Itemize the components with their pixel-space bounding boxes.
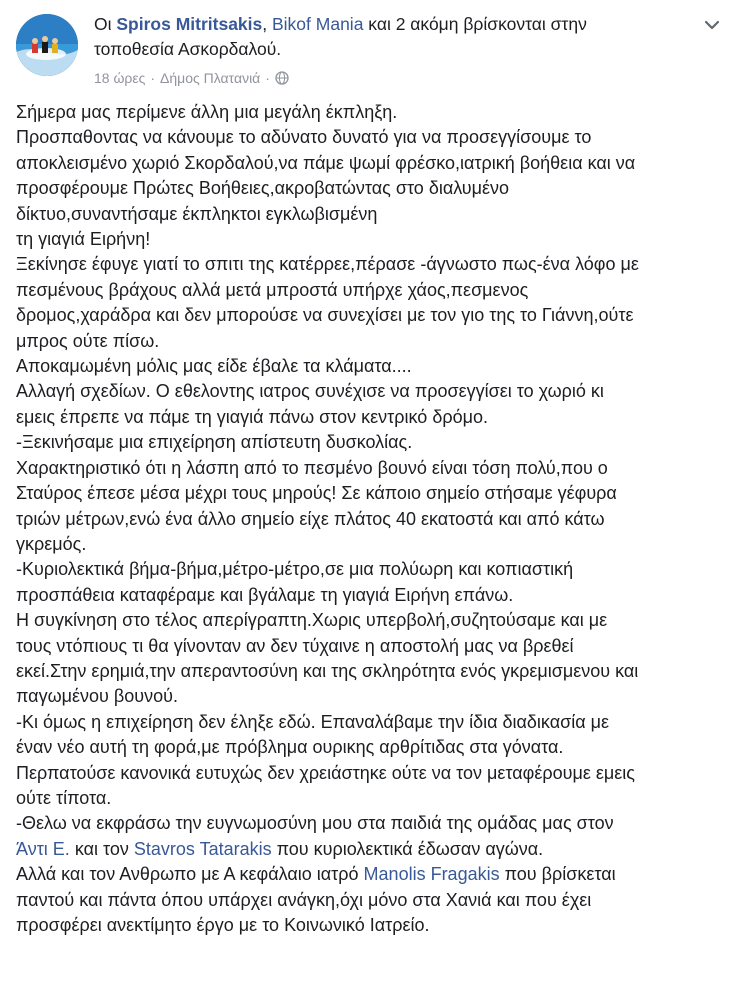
post-place[interactable]: Δήμος Πλατανιά — [160, 70, 261, 86]
post-line: προσφέρει ανεκτίμητο έργο με το Κοινωνικό Ιατρείο. — [16, 915, 430, 935]
post-line: δίκτυο,συναντήσαμε έκπληκτοι εγκλωβισμένη — [16, 203, 378, 224]
post-meta — [94, 70, 694, 86]
post-line: εμεις έπρεπε να πάμε τη γιαγιά πάνω στον κεντρικό δρόμο. — [16, 406, 488, 427]
post-line: Σήμερα μας περίμενε άλλη μια μεγάλη έκπληξη. — [16, 102, 398, 122]
post-line: τη γιαγιά Ειρήνη! — [16, 229, 151, 250]
post-line: Αποκαμωμένη μόλις μας είδε έβαλε τα κλάματα.... — [16, 356, 412, 377]
post-time[interactable]: 18 ώρες — [94, 70, 146, 86]
post-line: ούτε τίποτα. — [16, 787, 112, 808]
post-line: προσφέρουμε Πρώτες Βοήθειες,ακροβατώντας στο διαλυμένο — [16, 178, 510, 199]
post-line: Η συγκίνηση στο τέλος απερίγραπτη.Χωρις υπερβολή,συζητούσαμε και με — [16, 610, 608, 631]
mention-line-1 — [16, 837, 728, 862]
mention-anti-e[interactable]: Άντι Ε. — [16, 838, 70, 859]
header-line2-end: . — [276, 39, 282, 59]
mention-manolis-fragakis[interactable]: Manolis Fragakis — [363, 864, 500, 885]
post-line: -Κι όμως η επιχείρηση δεν έληξε εδώ. Επαναλάβαμε την ίδια διαδικασία με — [16, 711, 610, 732]
meta-dot-2: · — [265, 70, 270, 86]
post-line: -Ξεκινήσαμε μια επιχείρηση απίστευτη δυσκολίας. — [16, 432, 413, 453]
mention-line-2 — [16, 862, 728, 887]
avatar[interactable] — [16, 14, 78, 76]
post-line: πεσμένους βράχους αλλά μετά μπροστά υπήρχε χάος,πεσμενος — [16, 279, 529, 300]
post-line: Χαρακτηριστικό ότι η λάσπη από το πεσμένο βουνό είναι τόση πολύ,που ο — [16, 457, 608, 478]
post-line: μπρος ούτε πίσω. — [16, 330, 160, 351]
globe-icon[interactable] — [275, 71, 289, 85]
post-line: Περπατούσε κανονικά ευτυχώς δεν χρειάστηκε ούτε να τον μεταφέρουμε εμεις — [16, 762, 635, 783]
post-line: -Κυριολεκτικά βήμα-βήμα,μέτρο-μέτρο,σε μια πολύωρη και κοπιαστική — [16, 559, 574, 580]
post-line: παντού και πάντα όπου υπάρχει ανάγκη,όχι μόνο στα Χανιά και που έχει — [16, 889, 592, 910]
post-body — [16, 100, 728, 938]
avatar-image — [16, 14, 78, 76]
header-prefix: Οι — [94, 14, 117, 34]
post-line: εκεί.Στην ερημιά,την απεραντοσύνη και της σκληρότητα ενός γκρεμισμενου και — [16, 660, 639, 681]
post-line: προσπάθεια καταφέραμε και βγάλαμε τη γιαγιά Ειρήνη επάνω. — [16, 584, 514, 605]
meta-dot: · — [150, 70, 156, 86]
location-link[interactable]: Ασκορδαλού — [177, 39, 277, 59]
post-line: Προσπαθοντας να κάνουμε το αδύνατο δυνατό για να προσεγγίσουμε το — [16, 127, 592, 148]
post-line: Ξεκίνησε έφυγε γιατί το σπιτι της κατέρρεε,πέρασε -άγνωστο πως-ένα λόφο με — [16, 254, 639, 275]
tagged-link[interactable]: Bikof Mania — [272, 14, 364, 34]
post-line: -Θελω να εκφράσω την ευγνωμοσύνη μου στα παιδιά της ομάδας μας στον — [16, 813, 614, 834]
mention-stavros-tatarakis[interactable]: Stavros Tatarakis — [133, 838, 272, 859]
post-line: γκρεμός. — [16, 533, 87, 554]
post-line: δρομος,χαράδρα και δεν μπορούσε να συνεχίσει με τον γιο της το Γιάννη,ούτε — [16, 305, 634, 326]
mention-mid-text: και τον — [69, 838, 134, 859]
post-line: Αλλαγή σχεδίων. Ο εθελοντης ιατρος συνέχισε να προσεγγίσει το χωριό κι — [16, 381, 604, 402]
post-header — [12, 10, 723, 90]
post-line: παγωμένου βουνού. — [16, 686, 178, 707]
author-link[interactable]: Spiros Mitritsakis — [116, 14, 263, 34]
post-line: έναν νέο αυτή τη φορά,με πρόβλημα ουρικης αρθρίτιδας στα γόνατα. — [16, 737, 564, 758]
post-line: αποκλεισμένο χωριό Σκορδαλού,να πάμε ψωμί φρέσκο,ιατρική βοήθεια και να — [16, 152, 636, 173]
post-line: τους ντόπιους τι θα γίνονταν αν δεν τύχαινε η αποστολή μας να βρεθεί — [16, 635, 574, 656]
chevron-down-icon[interactable] — [701, 14, 723, 36]
post-line: Σταύρος έπεσε μέσα μέχρι τους μηρούς! Σε κάποιο σημείο στήσαμε γέφυρα — [16, 483, 617, 504]
header-line2-text: τοποθεσία — [94, 39, 178, 59]
mention-start-text: Αλλά και τον Ανθρωπο με Α κεφάλαιο ιατρό — [16, 864, 364, 885]
header-text — [94, 12, 694, 86]
mention-end-text: που κυριολεκτικά έδωσαν αγώνα. — [271, 838, 544, 859]
post-line: τριών μέτρων,ενώ ένα άλλο σημείο είχε πλάτος 40 εκατοστά και από κάτω — [16, 508, 605, 529]
header-line-2 — [94, 37, 694, 62]
header-separator: , — [262, 14, 272, 34]
header-line-1 — [94, 12, 694, 37]
header-suffix: και 2 ακόμη βρίσκονται στην — [363, 14, 587, 34]
mention-end-text-2: που βρίσκεται — [499, 864, 616, 885]
